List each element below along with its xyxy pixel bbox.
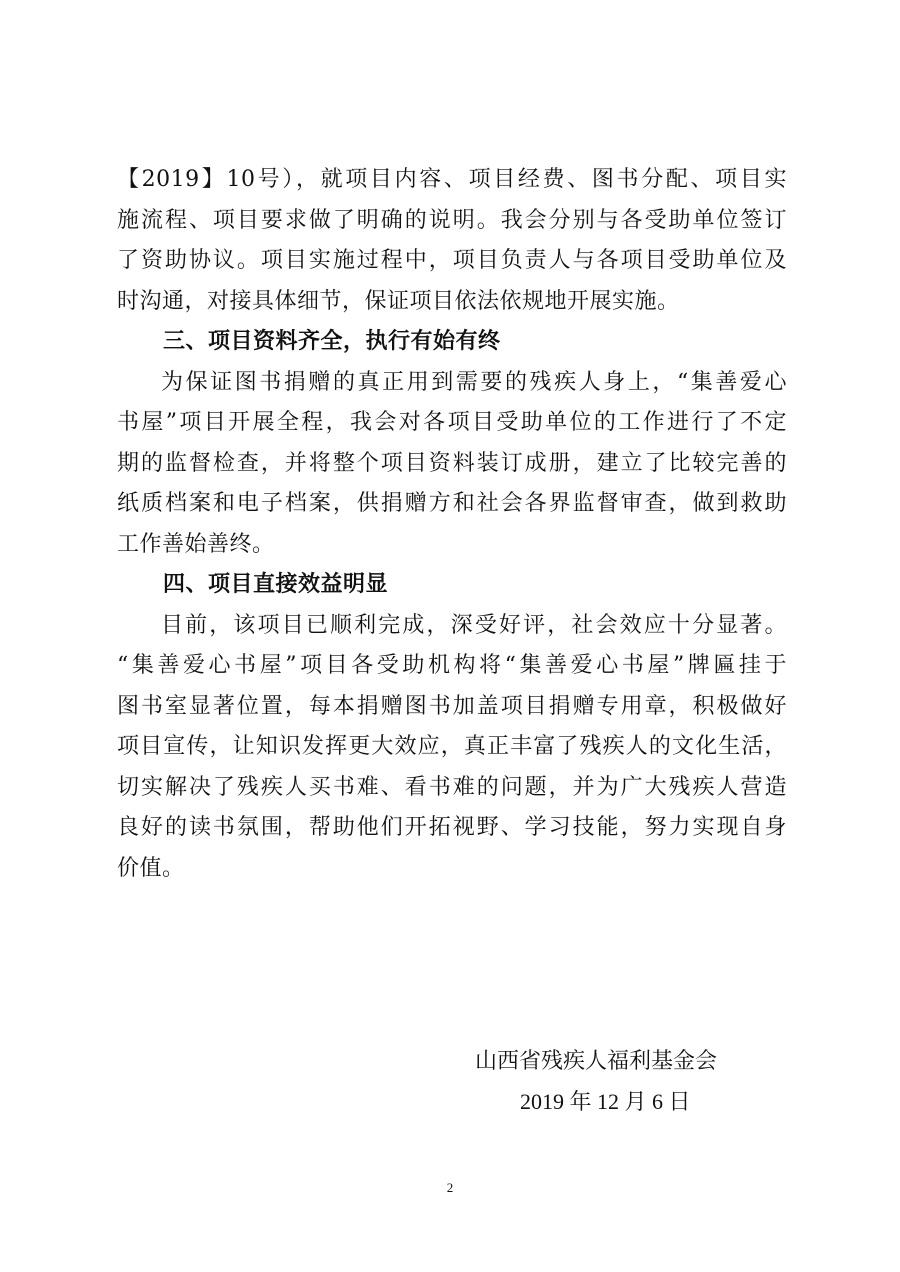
text-line: 期的监督检查，并将整个项目资料装订成册，建立了比较完善的 xyxy=(117,450,787,476)
text-line: 施流程、项目要求做了明确的说明。我会分别与各受助单位签订 xyxy=(117,207,787,233)
section3-paragraph xyxy=(117,363,787,566)
signature-organization: 山西省残疾人福利基金会 xyxy=(475,1049,718,1074)
text-line: “集善爱心书屋”项目各受助机构将“集善爱心书屋”牌匾挂于 xyxy=(117,653,787,678)
section3-heading: 三、项目资料齐全，执行有始有终 xyxy=(163,329,501,354)
text-line: 【2019】10号），就项目内容、项目经费、图书分配、项目实 xyxy=(117,167,787,192)
signature-date: 2019 年 12 月 6 日 xyxy=(520,1089,691,1114)
text-line: 为保证图书捐赠的真正用到需要的残疾人身上，“集善爱心 xyxy=(161,369,787,395)
text-line: 项目宣传，让知识发挥更大效应，真正丰富了残疾人的文化生活， xyxy=(117,734,787,759)
text-line: 图书室显著位置，每本捐赠图书加盖项目捐赠专用章，积极做好 xyxy=(117,693,787,719)
signature-block xyxy=(475,1042,717,1122)
text-line: 纸质档案和电子档案，供捐赠方和社会各界监督审查，做到救助 xyxy=(117,491,787,516)
text-line: 切实解决了残疾人买书难、看书难的问题，并为广大残疾人营造 xyxy=(117,774,787,800)
text-line: 价值。 xyxy=(117,855,185,881)
section4-paragraph xyxy=(117,606,787,890)
text-line: 工作善始善终。 xyxy=(117,531,275,557)
text-line: 了资助协议。项目实施过程中，项目负责人与各项目受助单位及 xyxy=(117,248,787,273)
section2-tail-paragraph xyxy=(117,160,787,322)
text-line: 书屋”项目开展全程，我会对各项目受助单位的工作进行了不定 xyxy=(117,410,787,435)
page-number: 2 xyxy=(446,1180,454,1195)
text-line: 目前，该项目已顺利完成，深受好评，社会效应十分显著。 xyxy=(161,612,787,638)
text-line: 时沟通，对接具体细节，保证项目依法依规地开展实施。 xyxy=(117,288,680,314)
text-line: 良好的读书氛围，帮助他们开拓视野、学习技能，努力实现自身 xyxy=(117,815,787,840)
section4-heading: 四、项目直接效益明显 xyxy=(163,572,389,597)
document-body xyxy=(117,160,787,889)
